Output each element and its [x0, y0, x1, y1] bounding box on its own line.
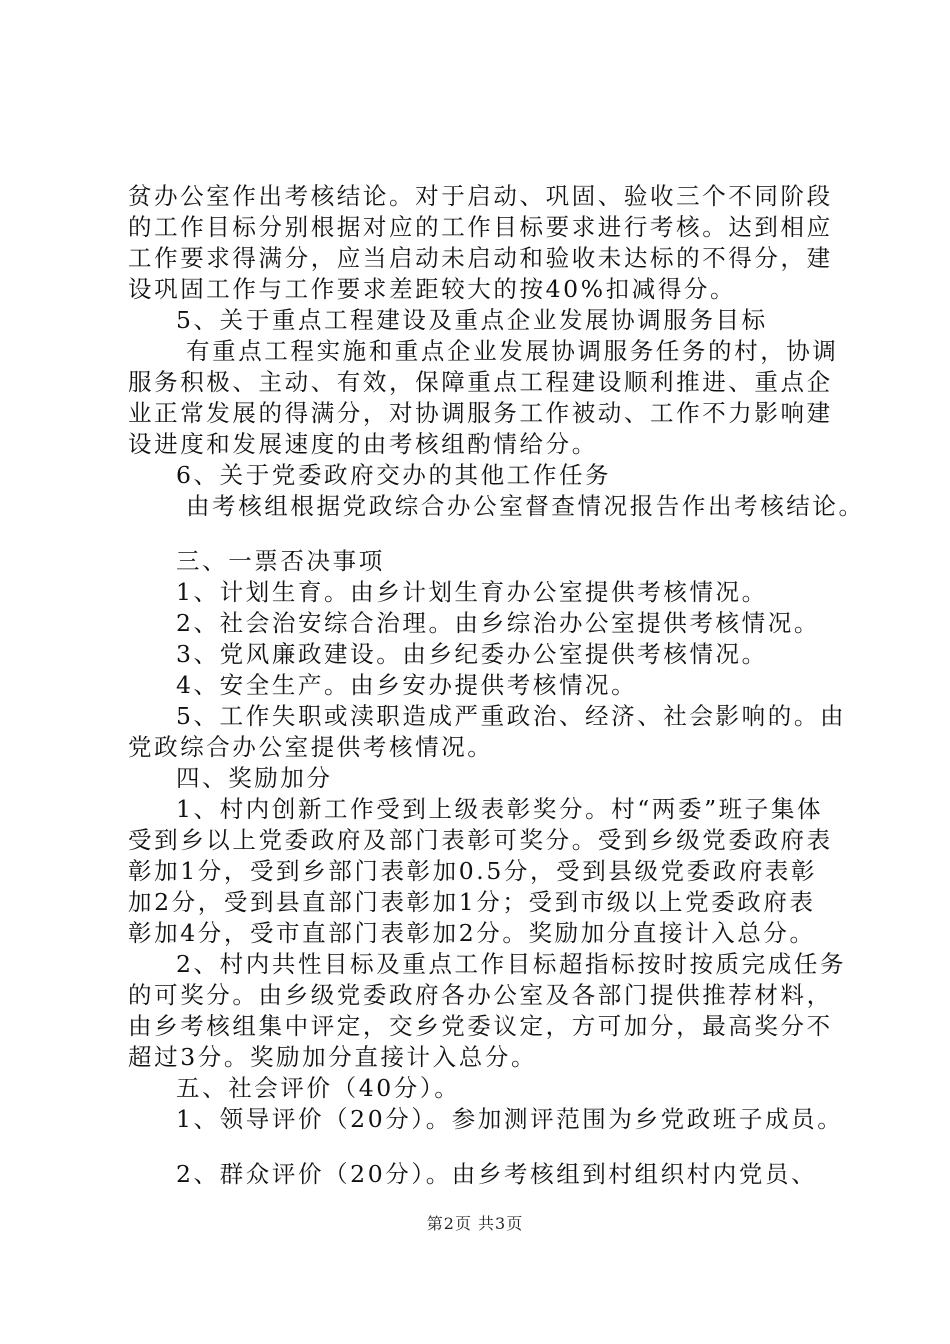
text-line-31: 2、群众评价（20分）。由乡考核组到村组织村内党员、: [176, 1160, 818, 1188]
text-line-2: 的工作目标分别根据对应的工作目标要求进行考核。达到相应: [128, 213, 833, 241]
text-line-11: 由考核组根据党政综合办公室督查情况报告作出考核结论。: [186, 492, 865, 520]
text-line-4: 设巩固工作与工作要求差距较大的按40%扣减得分。: [128, 275, 737, 303]
text-line-27: 由乡考核组集中评定，交乡党委议定，方可加分，最高奖分不: [128, 1012, 833, 1040]
text-line-20: 1、村内创新工作受到上级表彰奖分。村“两委”班子集体: [176, 795, 824, 823]
text-line-13: 1、计划生育。由乡计划生育办公室提供考核情况。: [176, 578, 768, 606]
text-line-22: 彰加1分，受到乡部门表彰加0.5分，受到县级党委政府表彰: [128, 857, 818, 885]
text-line-21: 受到乡以上党委政府及部门表彰可奖分。受到乡级党委政府表: [128, 826, 833, 854]
section-heading-5-social: 五、社会评价（40分）。: [176, 1074, 461, 1102]
text-line-30: 1、领导评价（20分）。参加测评范围为乡党政班子成员。: [176, 1105, 844, 1133]
section-heading-6: 6、关于党委政府交办的其他工作任务: [176, 461, 612, 489]
text-line-7: 服务积极、主动、有效，保障重点工程建设顺利推进、重点企: [128, 368, 833, 396]
page-footer: 第2页 共3页: [426, 1214, 524, 1233]
text-line-25: 2、村内共性目标及重点工作目标超指标按时按质完成任务: [176, 950, 847, 978]
text-line-17: 5、工作失职或渎职造成严重政治、经济、社会影响的。由: [176, 702, 847, 730]
text-line-6: 有重点工程实施和重点企业发展协调服务任务的村，协调: [186, 337, 839, 365]
text-line-23: 加2分，受到县直部门表彰加1分；受到市级以上党委政府表: [128, 888, 816, 916]
text-line-9: 设进度和发展速度的由考核组酌情给分。: [128, 430, 598, 458]
text-line-24: 彰加4分，受市直部门表彰加2分。奖励加分直接计入总分。: [128, 919, 816, 947]
text-line-16: 4、安全生产。由乡安办提供考核情况。: [176, 671, 638, 699]
text-line-3: 工作要求得满分，应当启动未启动和验收未达标的不得分，建: [128, 244, 833, 272]
section-heading-4: 四、奖励加分: [176, 764, 333, 792]
text-line-15: 3、党风廉政建设。由乡纪委办公室提供考核情况。: [176, 640, 768, 668]
section-heading-3: 三、一票否决事项: [176, 547, 385, 575]
text-line-1: 贫办公室作出考核结论。对于启动、巩固、验收三个不同阶段: [128, 182, 833, 210]
section-heading-5: 5、关于重点工程建设及重点企业发展协调服务目标: [176, 306, 768, 334]
text-line-28: 超过3分。奖励加分直接计入总分。: [128, 1043, 538, 1071]
text-line-8: 业正常发展的得满分，对协调服务工作被动、工作不力影响建: [128, 399, 833, 427]
text-line-26: 的可奖分。由乡级党委政府各办公室及各部门提供推荐材料，: [128, 981, 833, 1009]
text-line-18: 党政综合办公室提供考核情况。: [128, 733, 494, 761]
text-line-14: 2、社会治安综合治理。由乡综治办公室提供考核情况。: [176, 609, 820, 637]
